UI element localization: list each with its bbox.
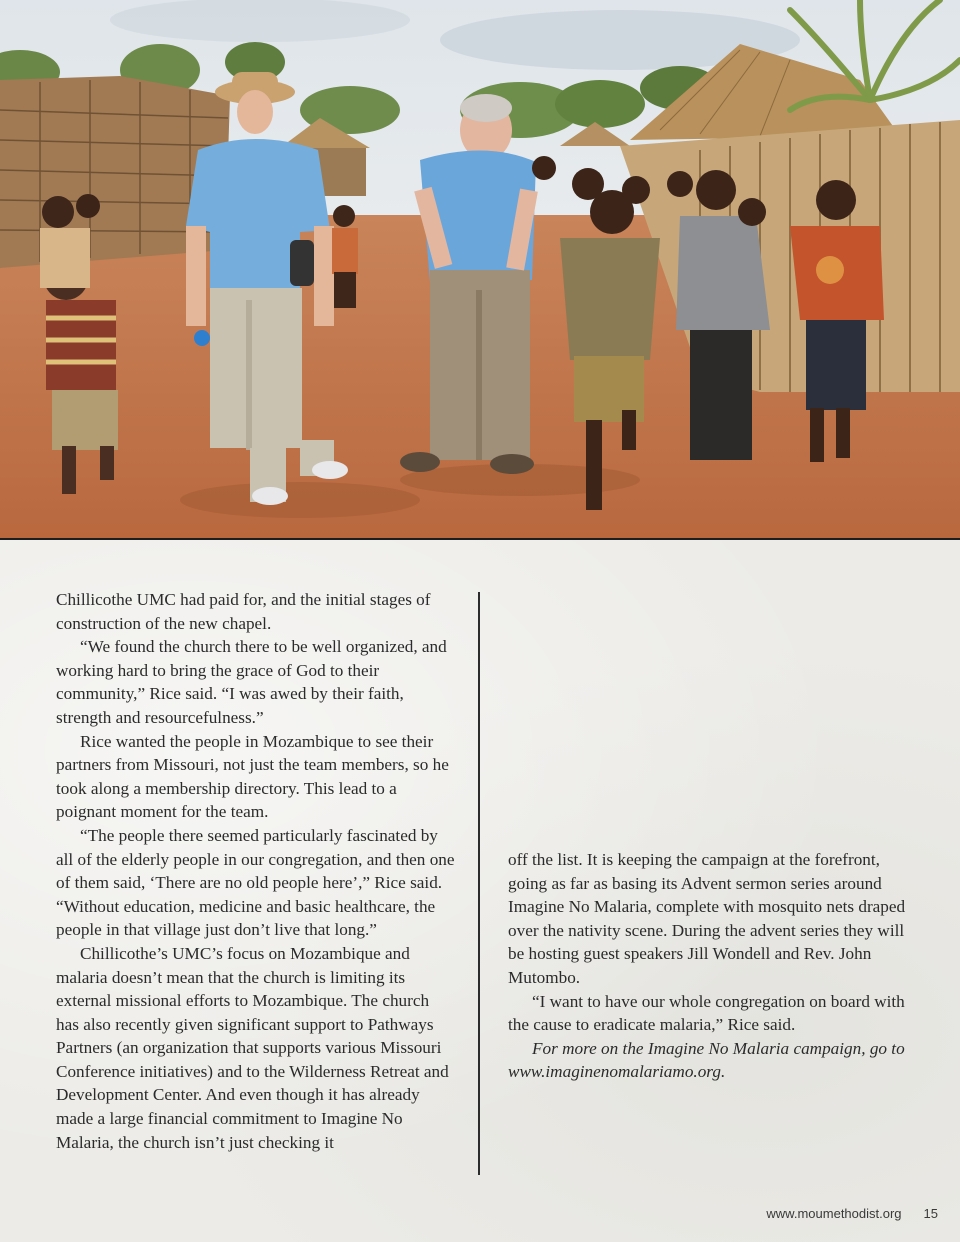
page-footer (766, 1206, 938, 1221)
article-left-column (56, 588, 456, 1154)
article-paragraph: “We found the church there to be well organized, and working hard to bring the grace of God to their community,” Rice said. “I was awed by their faith, strength and resourcefulness.” (56, 637, 447, 727)
article-paragraph: off the list. It is keeping the campaign at the forefront, going as far as basing its Advent sermon series around Imagine No Malaria, complete with mosquito nets draped over the nativity scene. During the advent series they will be hosting guest speakers Jill Wondell and Rev. John Mutombo. (508, 850, 906, 987)
article-paragraph: “The people there seemed particularly fascinated by all of the elderly people in our congregation, and then one of them said, ‘There are no old people here’,” Rice said. “Without education, medicine and basic healthcare, the people in that village just don’t live that long.” (56, 825, 455, 940)
village-photo (0, 0, 960, 540)
village-photo-icon (0, 0, 960, 540)
right-column-paragraphs (508, 848, 908, 1037)
article-paragraph: Chillicothe UMC had paid for, and the initial stages of construction of the new chapel. (56, 590, 431, 633)
footer-url: www.moumethodist.org (766, 1206, 902, 1221)
article-right-column (508, 848, 908, 1084)
article-paragraph: Rice wanted the people in Mozambique to see their partners from Missouri, not just the team members, so he took along a membership directory. This lead to a poignant moment for the team. (56, 731, 449, 822)
page-number: 15 (923, 1206, 938, 1221)
column-divider (478, 592, 480, 1175)
article-paragraph: Chillicothe’s UMC’s focus on Mozambique and malaria doesn’t mean that the church is limiting its external missional efforts to Mozambique. The church has also recently given significant support to Pathways Partners (an organization that supports various Missouri Conference initiatives) and to the Wilderness Retreat and Development Center. And even though it has already made a large financial commitment to Imagine No Malaria, the church isn’t just checking it (56, 943, 449, 1152)
closing-note: For more on the Imagine No Malaria campaign, go to www.imaginenomalariamo.org. (508, 1038, 905, 1082)
article-paragraph: “I want to have our whole congregation on board with the cause to eradicate malaria,” Rice said. (508, 991, 905, 1035)
